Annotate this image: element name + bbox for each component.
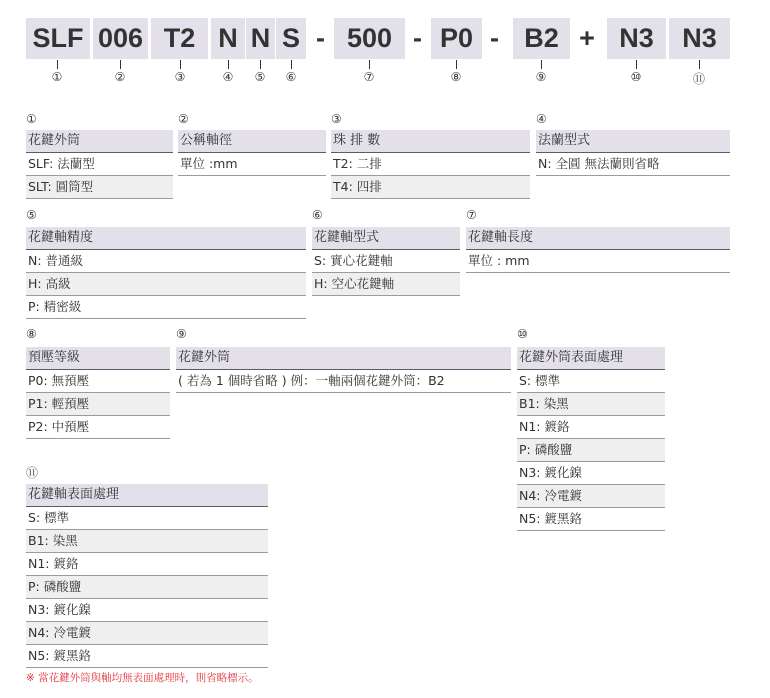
shaft-length-table [466, 227, 730, 273]
code-plus: + [579, 23, 595, 53]
table-number-7: ⑦ [466, 208, 477, 222]
code-box-n3-shaft: N3 [669, 18, 730, 59]
sleeve-surface-table [517, 347, 665, 531]
table-row: P2: 中預壓 [26, 416, 170, 439]
table-header: 花鍵外筒 [26, 130, 173, 153]
table-row: N5: 鍍黑鉻 [26, 645, 268, 668]
table-row: N1: 鍍鉻 [517, 416, 665, 439]
table-row: P: 精密級 [26, 296, 306, 319]
code-number-10: ⑩ [630, 70, 642, 84]
code-box-slf: SLF [26, 18, 90, 59]
table-row: B1: 染黑 [517, 393, 665, 416]
table-row: N3: 鍍化鎳 [26, 599, 268, 622]
code-box-s: S [276, 18, 306, 59]
table-number-2: ② [178, 112, 189, 126]
table-row: 單位 :mm [178, 153, 326, 176]
table-row: P: 磷酸鹽 [26, 576, 268, 599]
shaft-accuracy-table [26, 227, 306, 319]
table-row: P1: 輕預壓 [26, 393, 170, 416]
table-row: T2: 二排 [331, 153, 530, 176]
table-row: S: 標準 [517, 370, 665, 393]
table-header: 公稱軸徑 [178, 130, 326, 153]
code-number-11: ⑪ [692, 72, 705, 86]
table-header: 花鍵軸長度 [466, 227, 730, 250]
code-box-t2: T2 [151, 18, 208, 59]
table-header: 預壓等級 [26, 347, 170, 370]
table-number-1: ① [26, 112, 37, 126]
table-number-9: ⑨ [176, 327, 187, 341]
table-number-6: ⑥ [312, 208, 323, 222]
code-number-9: ⑨ [535, 70, 547, 84]
flange-type-table [536, 130, 730, 176]
table-row: 單位 : mm [466, 250, 730, 273]
table-row: N3: 鍍化鎳 [517, 462, 665, 485]
sleeve-type-table [26, 130, 173, 199]
table-number-8: ⑧ [26, 327, 37, 341]
table-row: S: 標準 [26, 507, 268, 530]
table-number-10: ⑩ [517, 327, 528, 341]
table-row: ( 若為 1 個時省略 ) 例：一軸兩個花鍵外筒：B2 [176, 370, 511, 393]
table-row: P: 磷酸鹽 [517, 439, 665, 462]
table-number-3: ③ [331, 112, 342, 126]
table-header: 花鍵軸精度 [26, 227, 306, 250]
table-row: H: 空心花鍵軸 [312, 273, 460, 296]
code-box-b2: B2 [513, 18, 570, 59]
table-row: N: 普通級 [26, 250, 306, 273]
code-number-1: ① [51, 70, 63, 84]
sleeve-count-table [176, 347, 511, 393]
code-number-3: ③ [174, 70, 186, 84]
table-number-11: ⑪ [26, 466, 39, 480]
code-box-006: 006 [93, 18, 148, 59]
code-number-4: ④ [222, 70, 234, 84]
shaft-surface-table [26, 484, 268, 668]
table-number-4: ④ [536, 112, 547, 126]
code-number-7: ⑦ [363, 70, 375, 84]
code-separator: - [316, 23, 325, 53]
table-row: N1: 鍍鉻 [26, 553, 268, 576]
code-box-n-flange: N [211, 18, 245, 59]
code-box-n-accuracy: N [246, 18, 275, 59]
table-header: 花鍵外筒 [176, 347, 511, 370]
table-row: B1: 染黑 [26, 530, 268, 553]
table-row: N: 全圓 無法蘭則省略 [536, 153, 730, 176]
table-row: N4: 冷電鍍 [517, 485, 665, 508]
code-number-5: ⑤ [254, 70, 266, 84]
shaft-type-table [312, 227, 460, 296]
code-separator: - [413, 23, 422, 53]
table-row: SLT: 圓筒型 [26, 176, 173, 199]
table-header: 花鍵軸型式 [312, 227, 460, 250]
preload-table [26, 347, 170, 439]
table-row: H: 高級 [26, 273, 306, 296]
code-box-500: 500 [334, 18, 405, 59]
code-box-p0: P0 [431, 18, 482, 59]
table-row: S: 實心花鍵軸 [312, 250, 460, 273]
table-header: 花鍵外筒表面處理 [517, 347, 665, 370]
table-row: SLF: 法蘭型 [26, 153, 173, 176]
code-box-n3-sleeve: N3 [607, 18, 666, 59]
table-row: T4: 四排 [331, 176, 530, 199]
nominal-diameter-table [178, 130, 326, 176]
footnote: ※ 當花鍵外筒與軸均無表面處理時，則省略標示。 [26, 672, 259, 684]
table-row: P0: 無預壓 [26, 370, 170, 393]
code-separator: - [490, 23, 499, 53]
table-header: 法蘭型式 [536, 130, 730, 153]
code-number-8: ⑧ [450, 70, 462, 84]
ball-rows-table [331, 130, 530, 199]
table-header: 花鍵軸表面處理 [26, 484, 268, 507]
table-row: N5: 鍍黑鉻 [517, 508, 665, 531]
code-number-2: ② [114, 70, 126, 84]
code-number-6: ⑥ [285, 70, 297, 84]
table-row: N4: 冷電鍍 [26, 622, 268, 645]
table-number-5: ⑤ [26, 208, 37, 222]
table-header: 珠 排 數 [331, 130, 530, 153]
